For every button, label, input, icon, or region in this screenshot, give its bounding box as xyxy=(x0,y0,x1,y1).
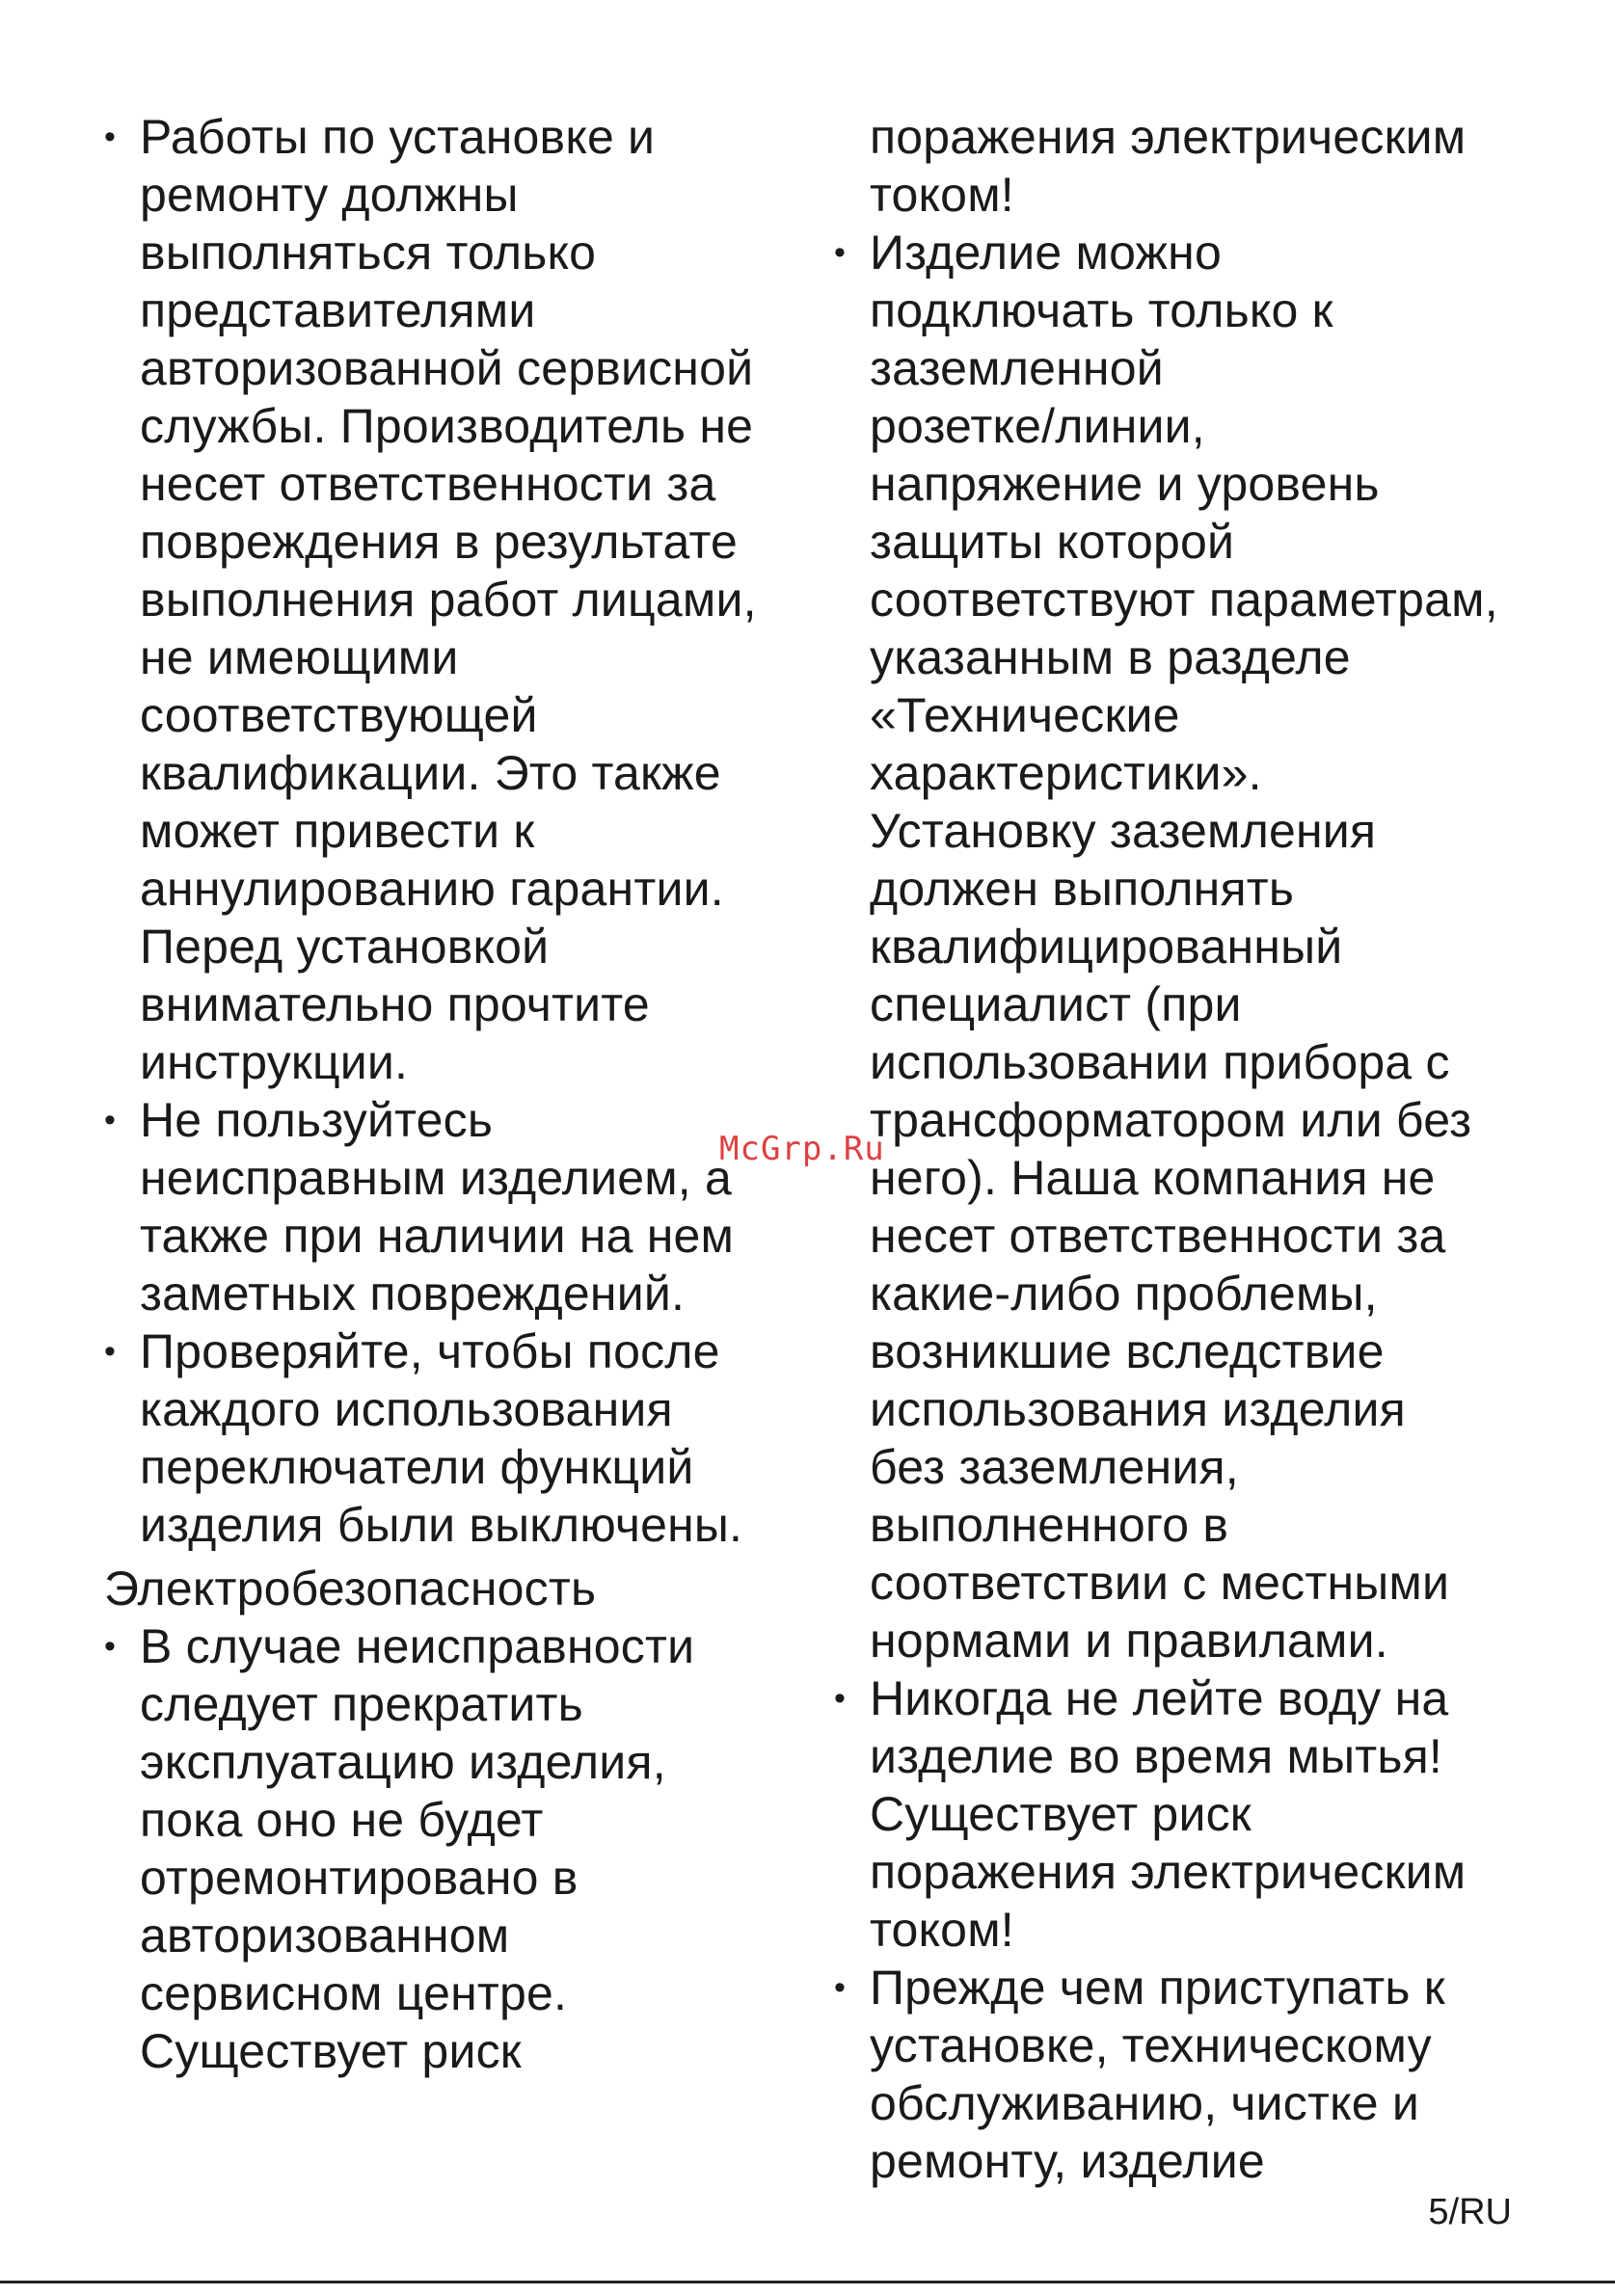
continued-text: поражения электрическим током! xyxy=(870,110,1467,222)
bullet-item-grounding: • Изделие можно подключать только к заземленной розетке/линии, напряжение и уровень защиты которой соответствуют параметрам, указанным в разделе «Технические характеристики». Установку заземления должен выполнять квалифицированный специалист (при использовании прибора с трансформатором или без него). Наша компания не несет ответственности за какие-либо проблемы, возникшие вследствие использования изделия без заземления, выполненного в соответствии с местными нормами и правилами. xyxy=(834,224,1567,1669)
section-heading-electrical-safety: Электробезопасность xyxy=(104,1562,597,1615)
bullet-item-before-maintenance: • Прежде чем приступать к установке, техническому обслуживанию, чистке и ремонту, изделие xyxy=(834,1959,1567,2190)
bullet-item-faulty-product: • Не пользуйтесь неисправным изделием, а также при наличии на нем заметных повреждений. xyxy=(104,1091,818,1322)
bullet-item-no-water: • Никогда не лейте воду на изделие во время мытья! Существует риск поражения электрическим током! xyxy=(834,1669,1567,1959)
bullet-item-malfunction: • В случае неисправности следует прекратить эксплуатацию изделия, пока оно не будет отремонтировано в авторизованном сервисном центре. Существует риск xyxy=(104,1617,818,2080)
left-column xyxy=(104,108,818,2080)
watermark: McGrp.Ru xyxy=(719,1130,885,1168)
bottom-rule xyxy=(0,2281,1615,2283)
page-number: 5/RU xyxy=(1428,2192,1512,2232)
bullet-item-switch-off: • Проверяйте, чтобы после каждого использования переключатели функций изделия были выключены. xyxy=(104,1322,818,1554)
right-column xyxy=(834,108,1567,2190)
bullet-item-service: • Работы по установке и ремонту должны выполняться только представителями авторизованной сервисной службы. Производитель не несет ответственности за повреждения в результате выполнения работ лицами, не имеющими соответствующей квалификации. Это также может привести к аннулированию гарантии. Перед установкой внимательно прочтите инструкции. xyxy=(104,108,818,1091)
